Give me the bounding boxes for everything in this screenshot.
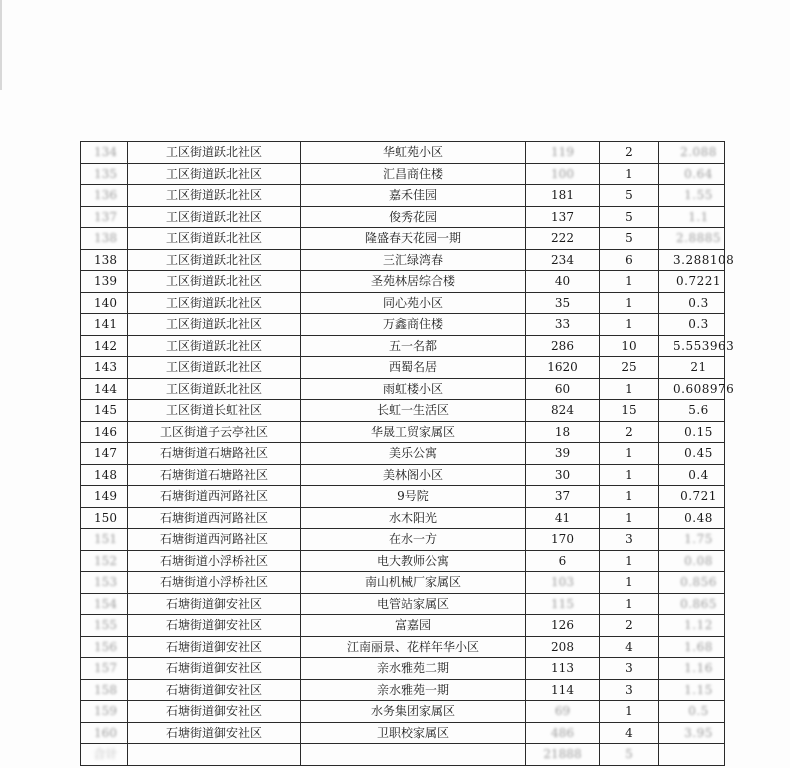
value-a: 69 [526,701,600,723]
residential-name: 俊秀花园 [301,206,526,228]
total-street [128,744,301,766]
value-b: 1 [600,507,659,529]
table-row [81,722,725,744]
row-number: 148 [81,464,128,486]
table-row [81,228,725,250]
value-b: 3 [600,529,659,551]
value-c: 0.48 [659,507,725,529]
street-community: 石塘街道御安社区 [128,658,301,680]
table-row [81,529,725,551]
value-c: 0.3 [659,314,725,336]
value-c: 0.5 [659,701,725,723]
value-b: 4 [600,636,659,658]
value-b: 1 [600,701,659,723]
value-b: 2 [600,142,659,164]
residential-name: 华虹苑小区 [301,142,526,164]
value-a: 30 [526,464,600,486]
street-community: 工区街道跃北社区 [128,228,301,250]
table-row [81,357,725,379]
table-row [81,163,725,185]
table-row [81,636,725,658]
value-a: 33 [526,314,600,336]
table-row [81,421,725,443]
street-community: 石塘街道御安社区 [128,636,301,658]
street-community: 工区街道跃北社区 [128,249,301,271]
value-c: 0.45 [659,443,725,465]
row-number: 155 [81,615,128,637]
row-number: 151 [81,529,128,551]
value-b: 4 [600,722,659,744]
value-c: 1.75 [659,529,725,551]
value-a: 234 [526,249,600,271]
value-b: 1 [600,314,659,336]
row-number: 143 [81,357,128,379]
table-row [81,335,725,357]
row-number: 154 [81,593,128,615]
residential-name: 长虹一生活区 [301,400,526,422]
value-a: 39 [526,443,600,465]
row-number: 144 [81,378,128,400]
street-community: 工区街道跃北社区 [128,357,301,379]
value-c: 3.95 [659,722,725,744]
value-c: 0.7221 [659,271,725,293]
street-community: 石塘街道小浮桥社区 [128,550,301,572]
value-a: 60 [526,378,600,400]
value-a: 115 [526,593,600,615]
table-row [81,185,725,207]
value-a: 286 [526,335,600,357]
table-row [81,658,725,680]
residential-name: 万鑫商住楼 [301,314,526,336]
residential-name: 卫职校家属区 [301,722,526,744]
value-b: 3 [600,658,659,680]
residential-name: 电大教师公寓 [301,550,526,572]
table-row [81,292,725,314]
residential-name: 水木阳光 [301,507,526,529]
street-community: 石塘街道石塘路社区 [128,464,301,486]
row-number: 141 [81,314,128,336]
row-number: 146 [81,421,128,443]
street-community: 工区街道跃北社区 [128,292,301,314]
row-number: 159 [81,701,128,723]
scan-edge [0,0,2,90]
value-a: 208 [526,636,600,658]
street-community: 工区街道跃北社区 [128,142,301,164]
value-b: 5 [600,185,659,207]
street-community: 石塘街道西河路社区 [128,486,301,508]
street-community: 石塘街道御安社区 [128,701,301,723]
value-c: 1.55 [659,185,725,207]
street-community: 工区街道跃北社区 [128,271,301,293]
table-row [81,701,725,723]
total-row [81,744,725,766]
residential-name: 在水一方 [301,529,526,551]
table-row [81,507,725,529]
value-c: 1.16 [659,658,725,680]
table-row [81,206,725,228]
residential-name: 五一名都 [301,335,526,357]
street-community: 工区街道跃北社区 [128,335,301,357]
value-b: 2 [600,615,659,637]
value-a: 103 [526,572,600,594]
row-number: 145 [81,400,128,422]
total-value-c [659,744,725,766]
residential-name: 隆盛春天花园一期 [301,228,526,250]
value-c: 0.865 [659,593,725,615]
value-b: 1 [600,163,659,185]
value-a: 170 [526,529,600,551]
value-b: 1 [600,443,659,465]
street-community: 工区街道长虹社区 [128,400,301,422]
row-number: 135 [81,163,128,185]
row-number: 138 [81,228,128,250]
row-number: 140 [81,292,128,314]
value-a: 486 [526,722,600,744]
street-community: 石塘街道御安社区 [128,679,301,701]
residential-name: 水务集团家属区 [301,701,526,723]
row-number: 136 [81,185,128,207]
value-c: 1.15 [659,679,725,701]
street-community: 石塘街道御安社区 [128,593,301,615]
value-b: 10 [600,335,659,357]
table-body [81,142,735,766]
value-a: 41 [526,507,600,529]
value-b: 1 [600,271,659,293]
table-row [81,486,725,508]
community-table [80,141,735,766]
table-row [81,378,725,400]
value-c: 0.15 [659,421,725,443]
value-b: 15 [600,400,659,422]
value-b: 6 [600,249,659,271]
residential-name: 江南丽景、花样年华小区 [301,636,526,658]
row-number: 139 [81,271,128,293]
value-c: 0.856 [659,572,725,594]
value-b: 1 [600,550,659,572]
value-b: 25 [600,357,659,379]
value-a: 6 [526,550,600,572]
row-number: 160 [81,722,128,744]
table-row [81,572,725,594]
value-b: 5 [600,228,659,250]
residential-name: 富嘉园 [301,615,526,637]
residential-name: 9号院 [301,486,526,508]
table-row [81,443,725,465]
value-c: 1.12 [659,615,725,637]
street-community: 石塘街道西河路社区 [128,529,301,551]
street-community: 石塘街道小浮桥社区 [128,572,301,594]
value-a: 37 [526,486,600,508]
total-value-a: 21888 [526,744,600,766]
row-number: 134 [81,142,128,164]
residential-name: 西蜀名居 [301,357,526,379]
value-a: 181 [526,185,600,207]
value-a: 114 [526,679,600,701]
value-b: 1 [600,292,659,314]
street-community: 石塘街道御安社区 [128,722,301,744]
table-row [81,400,725,422]
value-a: 222 [526,228,600,250]
value-a: 119 [526,142,600,164]
table-row [81,615,725,637]
street-community: 石塘街道西河路社区 [128,507,301,529]
value-c: 5.6 [659,400,725,422]
value-c: 2.8885 [659,228,725,250]
value-b: 1 [600,593,659,615]
street-community: 石塘街道御安社区 [128,615,301,637]
street-community: 工区街道子云亭社区 [128,421,301,443]
value-c: 0.608976 [659,378,725,400]
residential-name: 嘉禾佳园 [301,185,526,207]
row-number: 147 [81,443,128,465]
residential-name: 同心苑小区 [301,292,526,314]
residential-name: 美林阁小区 [301,464,526,486]
value-b: 1 [600,464,659,486]
value-b: 3 [600,679,659,701]
value-a: 35 [526,292,600,314]
value-a: 1620 [526,357,600,379]
value-a: 824 [526,400,600,422]
row-number: 149 [81,486,128,508]
value-c: 21 [659,357,725,379]
value-a: 137 [526,206,600,228]
street-community: 工区街道跃北社区 [128,206,301,228]
value-b: 1 [600,378,659,400]
residential-name: 圣苑林居综合楼 [301,271,526,293]
value-c: 5.553963 [659,335,725,357]
table-row [81,464,725,486]
residential-name: 亲水雅苑二期 [301,658,526,680]
value-b: 5 [600,206,659,228]
table-row [81,271,725,293]
row-number: 152 [81,550,128,572]
value-c: 2.088 [659,142,725,164]
row-number: 158 [81,679,128,701]
row-number: 150 [81,507,128,529]
street-community: 工区街道跃北社区 [128,185,301,207]
row-number: 137 [81,206,128,228]
street-community: 工区街道跃北社区 [128,378,301,400]
table-row [81,142,725,164]
total-value-b: 5 [600,744,659,766]
residential-name: 三汇绿湾春 [301,249,526,271]
residential-name: 美乐公寓 [301,443,526,465]
street-community: 石塘街道石塘路社区 [128,443,301,465]
total-name [301,744,526,766]
table-row [81,593,725,615]
value-a: 126 [526,615,600,637]
value-a: 100 [526,163,600,185]
value-c: 0.4 [659,464,725,486]
residential-name: 华晟工贸家属区 [301,421,526,443]
row-number: 142 [81,335,128,357]
row-number: 156 [81,636,128,658]
residential-name: 汇昌商住楼 [301,163,526,185]
table-row [81,550,725,572]
value-b: 2 [600,421,659,443]
residential-name: 南山机械厂家属区 [301,572,526,594]
value-b: 1 [600,486,659,508]
residential-name: 雨虹楼小区 [301,378,526,400]
value-c: 0.3 [659,292,725,314]
value-a: 113 [526,658,600,680]
value-c: 1.68 [659,636,725,658]
street-community: 工区街道跃北社区 [128,314,301,336]
table-row [81,249,725,271]
table-row [81,314,725,336]
value-b: 1 [600,572,659,594]
residential-name: 电管站家属区 [301,593,526,615]
table-row [81,679,725,701]
street-community: 工区街道跃北社区 [128,163,301,185]
value-a: 18 [526,421,600,443]
value-c: 0.721 [659,486,725,508]
row-number: 157 [81,658,128,680]
value-a: 40 [526,271,600,293]
value-c: 3.288108 [659,249,725,271]
value-c: 0.64 [659,163,725,185]
value-c: 0.08 [659,550,725,572]
total-label: 合计 [81,744,128,766]
row-number: 138 [81,249,128,271]
row-number: 153 [81,572,128,594]
value-c: 1.1 [659,206,725,228]
residential-name: 亲水雅苑一期 [301,679,526,701]
